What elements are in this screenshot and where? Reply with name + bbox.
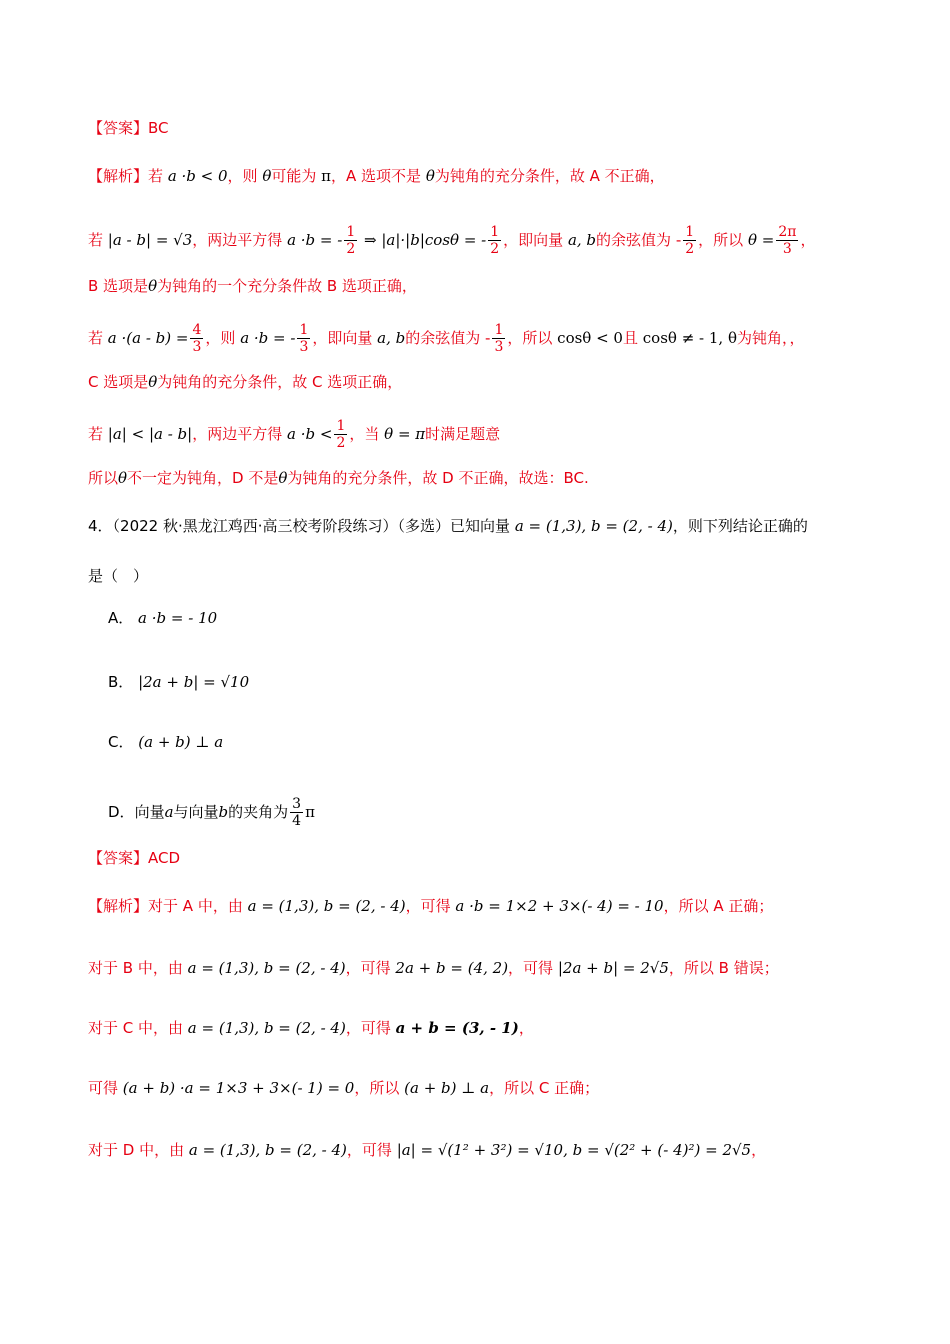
option-b bbox=[108, 672, 249, 692]
explanation-1-line-5 bbox=[88, 372, 402, 392]
fraction-denominator: 2 bbox=[336, 435, 346, 451]
math-expr: a ·(a - b) = bbox=[107, 329, 189, 347]
text: ，所以 bbox=[507, 329, 553, 347]
text: 若 bbox=[88, 329, 104, 347]
math-expr: θ bbox=[425, 167, 435, 185]
math-expr: ⇒ |a|·|b|cosθ = - bbox=[364, 231, 487, 249]
explanation-1-line-4 bbox=[88, 322, 805, 355]
math-expr: a ·b = - bbox=[240, 329, 296, 347]
text: 为钝角的充分条件，故 C 选项正确， bbox=[157, 373, 403, 391]
answer-2 bbox=[88, 848, 180, 868]
fraction-numerator: 1 bbox=[346, 224, 356, 240]
option-label: B． bbox=[108, 673, 134, 691]
option-label: A． bbox=[108, 609, 134, 627]
fraction-numerator: 3 bbox=[292, 796, 302, 812]
text: 对于 D 中，由 bbox=[88, 1141, 185, 1159]
fraction bbox=[297, 322, 310, 355]
question-4-stem bbox=[88, 516, 808, 536]
text: ，则 bbox=[227, 167, 258, 185]
math-expr: a = (1,3), b = (2, - 4) bbox=[187, 959, 346, 977]
fraction-denominator: 2 bbox=[346, 241, 356, 257]
explanation-1-line-7 bbox=[88, 468, 589, 488]
question-4-stem-cont bbox=[88, 566, 148, 586]
text: C 选项是 bbox=[88, 373, 149, 391]
fraction bbox=[683, 224, 696, 257]
math-expr: a ·b = - bbox=[287, 231, 343, 249]
math-expr: π bbox=[321, 167, 332, 185]
math-expr: a = (1,3), b = (2, - 4) bbox=[514, 517, 673, 535]
text: 可能为 bbox=[271, 167, 317, 185]
math-expr: b bbox=[218, 803, 229, 821]
fraction bbox=[334, 418, 347, 451]
explanation-2-line-2 bbox=[88, 958, 779, 978]
math-expr: θ bbox=[148, 373, 158, 391]
fraction-denominator: 4 bbox=[292, 813, 302, 829]
text: 为钝角的充分条件，故 D 不正确，故选：BC. bbox=[287, 469, 589, 487]
text: ，两边平方得 bbox=[192, 425, 283, 443]
text: 的夹角为 bbox=[228, 803, 289, 821]
math-expr: (a + b) ⊥ a bbox=[404, 1079, 490, 1097]
fraction-denominator: 3 bbox=[192, 339, 202, 355]
answer-value: ACD bbox=[148, 849, 181, 867]
text: 为钝角的一个充分条件故 B 选项正确， bbox=[157, 277, 417, 295]
math-expr: a, b bbox=[567, 231, 597, 249]
math-expr: θ bbox=[278, 469, 288, 487]
text: 且 bbox=[622, 329, 638, 347]
explanation-1-line-3 bbox=[88, 276, 417, 296]
fraction bbox=[290, 796, 303, 829]
math-expr: (a + b) ·a = 1×3 + 3×(- 1) = 0 bbox=[122, 1079, 355, 1097]
explanation-1-line-6 bbox=[88, 418, 500, 451]
explanation-1-line-1 bbox=[88, 166, 665, 186]
math-expr: a = (1,3), b = (2, - 4) bbox=[188, 1141, 347, 1159]
option-d bbox=[108, 796, 315, 829]
fraction bbox=[344, 224, 357, 257]
fraction-numerator: 1 bbox=[685, 224, 695, 240]
answer-value: BC bbox=[148, 119, 169, 137]
math-expr: a ·b = 1×2 + 3×(- 4) = - 10 bbox=[455, 897, 664, 915]
text: ，A 选项不是 bbox=[331, 167, 422, 185]
option-label: D． bbox=[108, 803, 135, 821]
answer-1 bbox=[88, 118, 169, 138]
explanation-label: 【解析】 bbox=[88, 897, 149, 915]
text: ，可得 bbox=[345, 959, 391, 977]
math-expr: θ bbox=[148, 277, 158, 295]
math-expr: π bbox=[305, 803, 315, 821]
text: 不一定为钝角，D 不是 bbox=[127, 469, 279, 487]
math-expr: (a + b) ⊥ a bbox=[138, 733, 224, 751]
text: 若 bbox=[88, 231, 104, 249]
text: ，所以 bbox=[354, 1079, 400, 1097]
math-expr: θ = π bbox=[384, 425, 426, 443]
text: 对于 B 中，由 bbox=[88, 959, 183, 977]
fraction-numerator: 1 bbox=[336, 418, 346, 434]
text: B 选项是 bbox=[88, 277, 149, 295]
fraction bbox=[488, 224, 501, 257]
math-expr: a, b bbox=[377, 329, 406, 347]
question-source: （2022 秋·黑龙江鸡西·高三校考阶段练习） bbox=[112, 517, 398, 535]
question-number: 4． bbox=[88, 517, 113, 535]
text: 对于 A 中，由 bbox=[148, 897, 243, 915]
math-expr: |2a + b| = √10 bbox=[138, 673, 250, 691]
fraction-numerator: 1 bbox=[494, 322, 504, 338]
text: 向量 bbox=[134, 803, 165, 821]
math-expr: a ·b < 0 bbox=[167, 167, 228, 185]
answer-label: 【答案】 bbox=[88, 849, 149, 867]
text: 若 bbox=[88, 425, 104, 443]
fraction-denominator: 2 bbox=[685, 241, 695, 257]
math-expr: a = (1,3), b = (2, - 4) bbox=[187, 1019, 346, 1037]
answer-label: 【答案】 bbox=[88, 119, 149, 137]
text: 为钝角的充分条件，故 A 不正确， bbox=[434, 167, 665, 185]
math-expr: θ = bbox=[747, 231, 775, 249]
explanation-label: 【解析】 bbox=[88, 167, 149, 185]
explanation-2-line-3 bbox=[88, 1018, 534, 1038]
text: ，可得 bbox=[346, 1141, 392, 1159]
explanation-2-line-5 bbox=[88, 1140, 766, 1160]
fraction-numerator: 2π bbox=[778, 224, 797, 240]
math-expr: a bbox=[164, 803, 174, 821]
option-c bbox=[108, 732, 223, 752]
text: 对于 C 中，由 bbox=[88, 1019, 184, 1037]
math-expr: |2a + b| = 2√5 bbox=[557, 959, 669, 977]
text: ，可得 bbox=[508, 959, 554, 977]
text: 若 bbox=[148, 167, 164, 185]
fraction-denominator: 3 bbox=[782, 241, 792, 257]
math-expr: |a - b| = √3 bbox=[107, 231, 193, 249]
math-expr: cosθ ≠ - 1, θ bbox=[642, 329, 737, 347]
fraction bbox=[776, 224, 798, 257]
text: ，则 bbox=[205, 329, 236, 347]
math-expr: a = (1,3), b = (2, - 4) bbox=[247, 897, 406, 915]
text: ，当 bbox=[349, 425, 380, 443]
fraction-denominator: 3 bbox=[494, 339, 504, 355]
text: 的余弦值为 - bbox=[405, 329, 491, 347]
explanation-1-line-2 bbox=[88, 224, 815, 257]
fraction-denominator: 2 bbox=[490, 241, 500, 257]
text: 与向量 bbox=[173, 803, 219, 821]
math-expr: a ·b < bbox=[287, 425, 333, 443]
math-expr: |a| = √(1² + 3²) = √10, b = √(2² + (- 4)²) = 2√5 bbox=[396, 1141, 752, 1159]
math-expr: θ bbox=[262, 167, 272, 185]
text: ，所以 bbox=[698, 231, 744, 249]
math-expr: 2a + b = (4, 2) bbox=[395, 959, 509, 977]
fraction-numerator: 1 bbox=[299, 322, 309, 338]
math-expr: θ bbox=[118, 469, 128, 487]
fraction bbox=[190, 322, 203, 355]
text: ，可得 bbox=[405, 897, 451, 915]
math-expr: |a| < |a - b| bbox=[107, 425, 193, 443]
fraction bbox=[492, 322, 505, 355]
fraction-numerator: 4 bbox=[192, 322, 202, 338]
option-a bbox=[108, 608, 217, 628]
text: 可得 bbox=[88, 1079, 119, 1097]
explanation-2-line-1 bbox=[88, 896, 773, 916]
text: ， bbox=[751, 1141, 767, 1159]
text: 为钝角，， bbox=[737, 329, 805, 347]
text: ，可得 bbox=[345, 1019, 391, 1037]
text: ， bbox=[518, 1019, 534, 1037]
question-type: （多选）已知向量 bbox=[397, 517, 511, 535]
fraction-denominator: 3 bbox=[299, 339, 309, 355]
explanation-2-line-4 bbox=[88, 1078, 599, 1098]
math-expr: a + b = (3, - 1) bbox=[395, 1019, 519, 1037]
text: 是（ ） bbox=[88, 567, 149, 585]
text: ，则下列结论正确的 bbox=[672, 517, 808, 535]
text: 时满足题意 bbox=[425, 425, 501, 443]
text: ，所以 C 正确； bbox=[489, 1079, 600, 1097]
text: ，所以 A 正确； bbox=[663, 897, 774, 915]
text: ，即向量 bbox=[312, 329, 373, 347]
text: ，即向量 bbox=[503, 231, 564, 249]
text: ，所以 B 错误； bbox=[668, 959, 779, 977]
text: ，两边平方得 bbox=[192, 231, 283, 249]
text: ， bbox=[800, 231, 816, 249]
text: 的余弦值为 - bbox=[596, 231, 682, 249]
math-expr: a ·b = - 10 bbox=[138, 609, 218, 627]
math-expr: cosθ < 0 bbox=[557, 329, 623, 347]
option-label: C． bbox=[108, 733, 134, 751]
text: 所以 bbox=[88, 469, 119, 487]
fraction-numerator: 1 bbox=[490, 224, 500, 240]
